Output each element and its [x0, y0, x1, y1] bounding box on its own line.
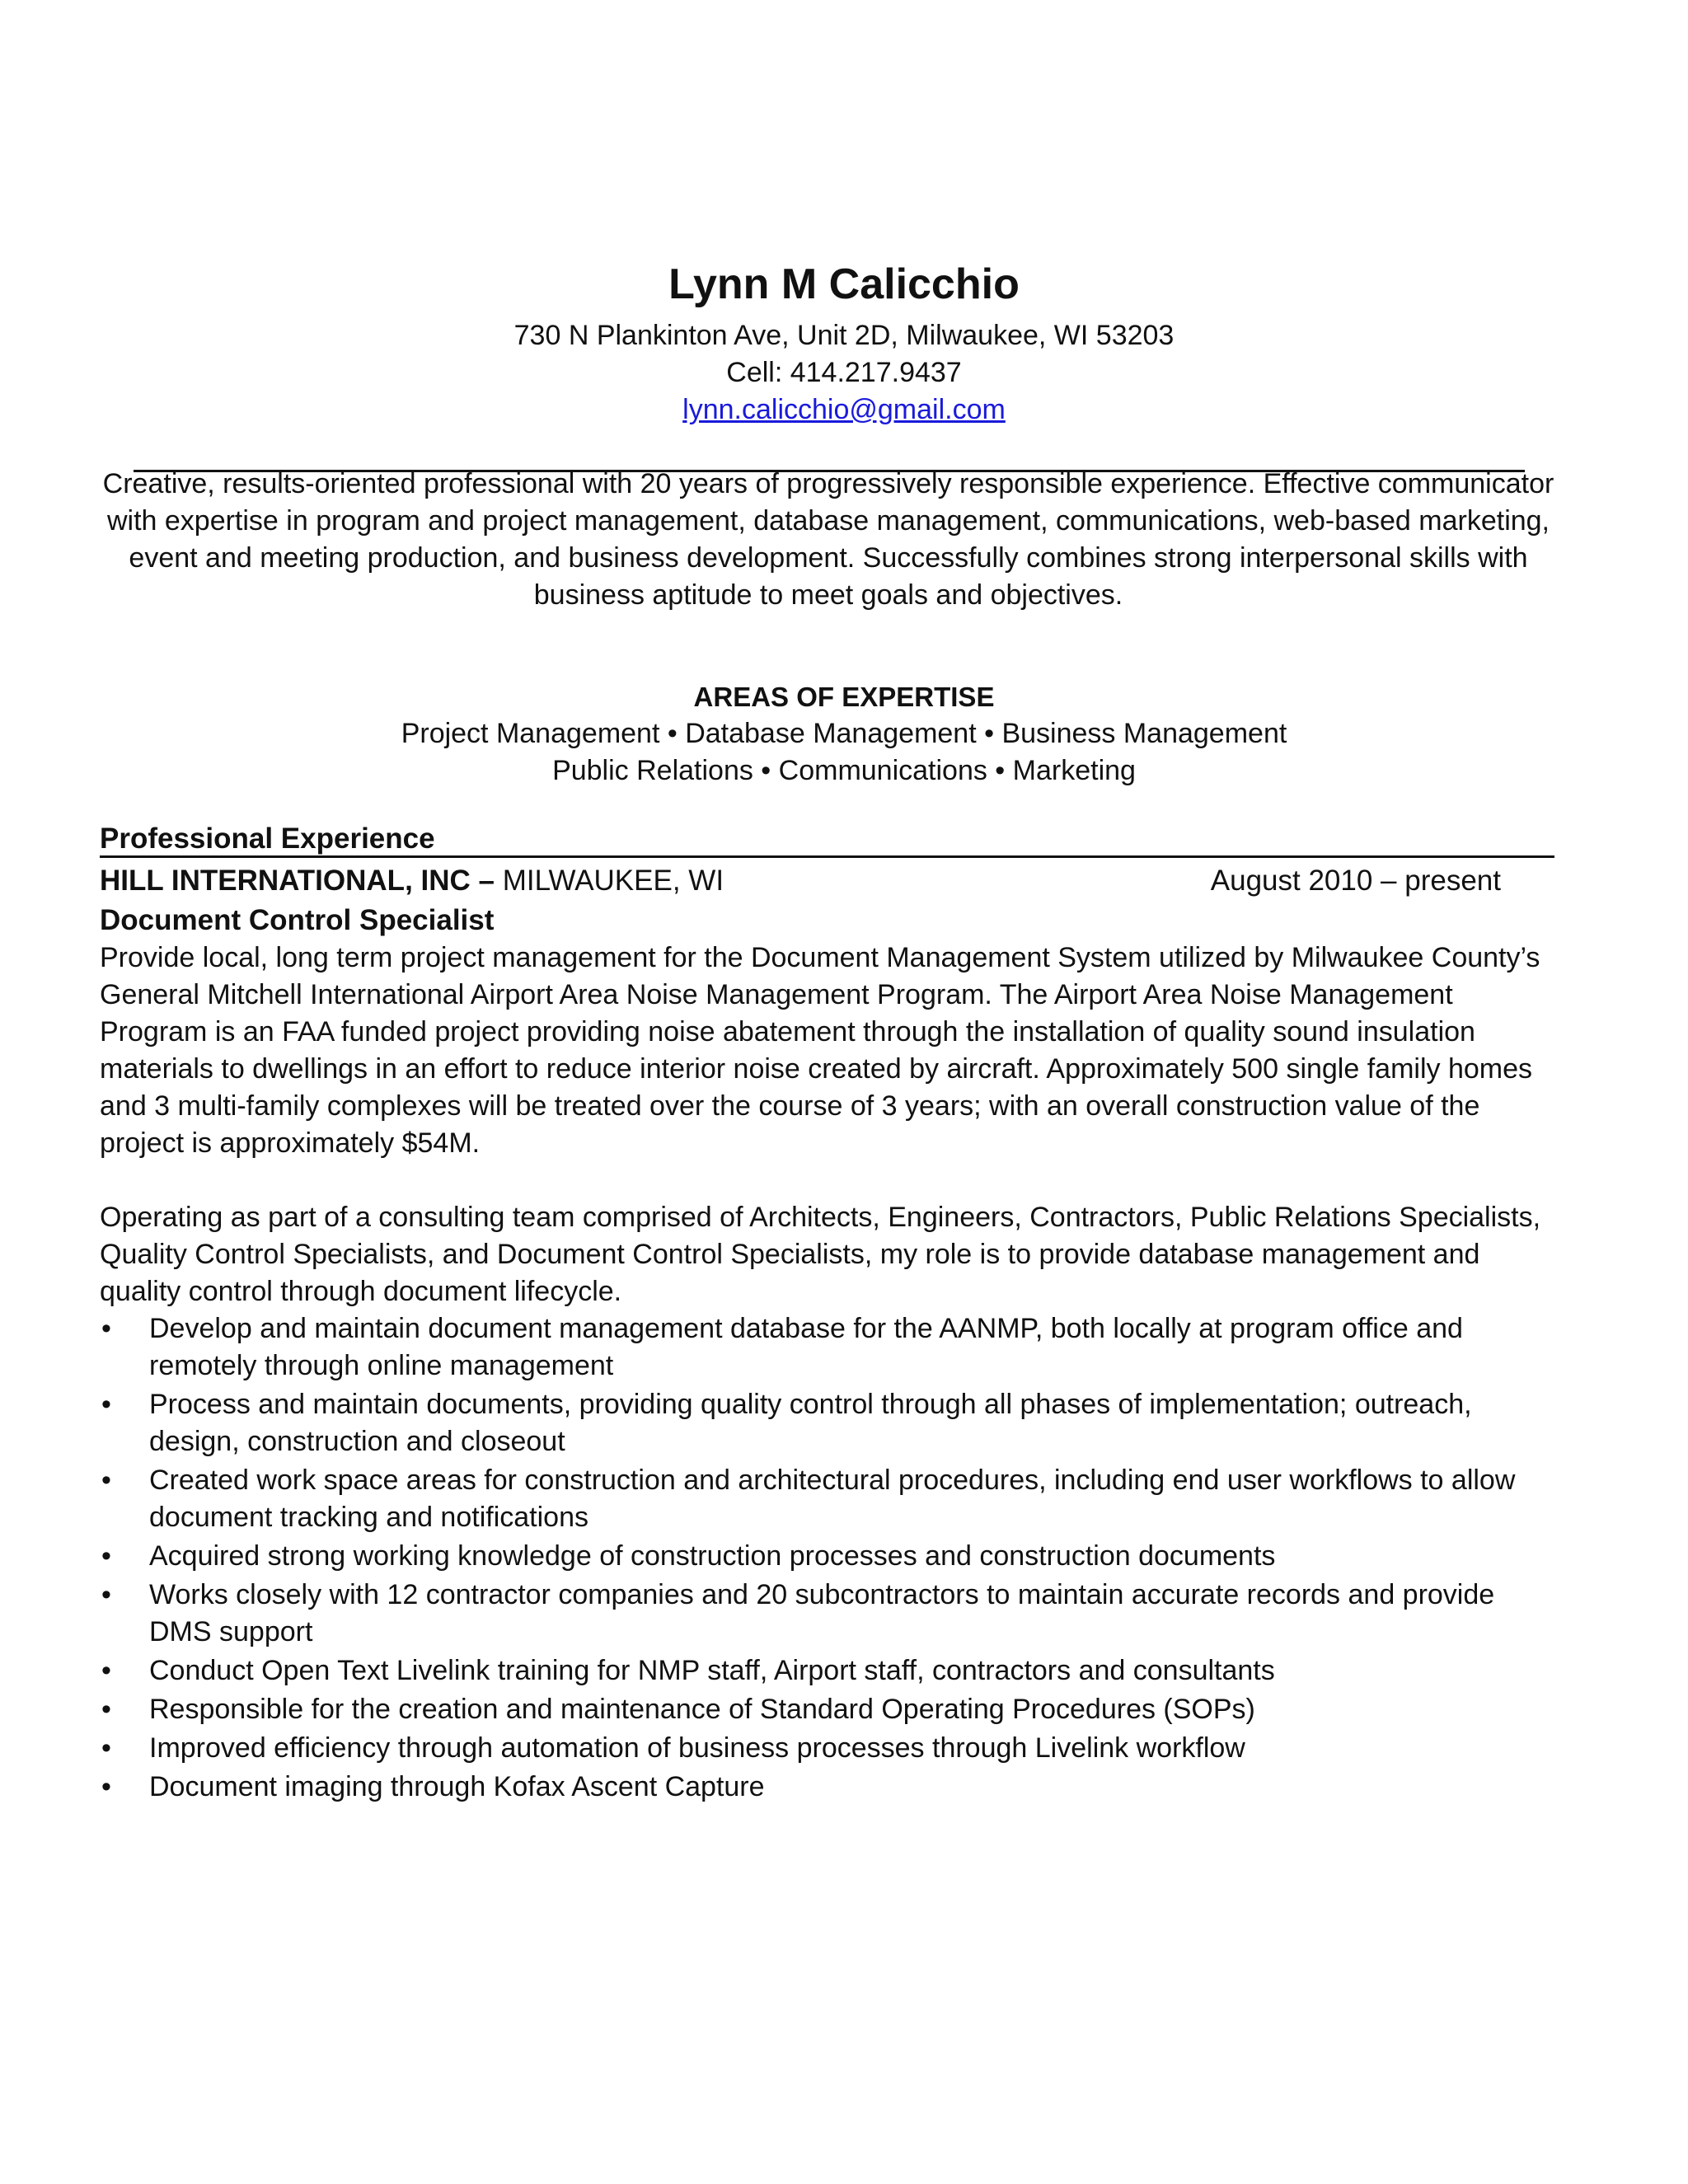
list-item — [100, 1577, 1559, 1651]
list-item — [100, 1730, 1559, 1767]
job-description-paragraph-1: Provide local, long term project management for the Document Management System utilized by Milwaukee County’s General Mitchell International Airport Area Noise Management Program. The Airport Area Noise Management Program is an FAA funded project providing noise abatement through the installation of quality sound insulation materials to dwellings in an effort to reduce interior noise created by aircraft. Approximately 500 single family homes and 3 multi-family complexes will be treated over the course of 3 years; with an overall construction value of the project is approximately $54M. — [100, 942, 1540, 1159]
employer-name: HILL INTERNATIONAL, INC – — [100, 865, 495, 897]
employer-line — [100, 861, 1501, 901]
list-item — [100, 1769, 1559, 1806]
list-item — [100, 1310, 1559, 1385]
expertise-line-1: Project Management • Database Management • Business Management — [401, 718, 1287, 749]
list-item-text: Process and maintain documents, providing quality control through all phases of implementation; outreach, design, construction and closeout — [149, 1389, 1472, 1457]
bullet-icon: • — [101, 1389, 111, 1420]
list-item-text: Develop and maintain document management database for the AANMP, both locally at program office and remotely through online management — [149, 1313, 1463, 1381]
responsibility-list — [100, 1310, 1559, 1807]
list-item-text: Conduct Open Text Livelink training for NMP staff, Airport staff, contractors and consultants — [149, 1655, 1275, 1686]
job-title: Document Control Specialist — [100, 904, 495, 936]
employment-dates: August 2010 – present — [1210, 865, 1501, 897]
list-item-text: Works closely with 12 contractor companies and 20 subcontractors to maintain accurate records and provide DMS support — [149, 1579, 1495, 1647]
expertise-heading: AREAS OF EXPERTISE — [693, 682, 995, 712]
bullet-icon: • — [101, 1579, 111, 1610]
address: 730 N Plankinton Ave, Unit 2D, Milwaukee, WI 53203 — [513, 320, 1175, 351]
list-item — [100, 1652, 1559, 1690]
bullet-icon: • — [101, 1313, 111, 1344]
bullet-icon: • — [101, 1655, 111, 1686]
list-item — [100, 1691, 1559, 1728]
employer-location: MILWAUKEE, WI — [494, 865, 724, 897]
list-item-text: Created work space areas for construction and architectural procedures, including end user workflows to allow document tracking and notifications — [149, 1465, 1516, 1533]
candidate-name: Lynn M Calicchio — [668, 260, 1020, 308]
bullet-icon: • — [101, 1540, 111, 1572]
list-item — [100, 1386, 1559, 1460]
list-item-text: Document imaging through Kofax Ascent Capture — [149, 1771, 765, 1802]
bullet-icon: • — [101, 1694, 111, 1725]
job-description-paragraph-2: Operating as part of a consulting team comprised of Architects, Engineers, Contractors, Public Relations Specialists, Quality Control Specialists, and Document Control Specialists, my role is to provide database management and quality control through document lifecycle. — [100, 1202, 1541, 1307]
list-item-text: Responsible for the creation and maintenance of Standard Operating Procedures (SOPs) — [149, 1694, 1255, 1725]
bullet-icon: • — [101, 1465, 111, 1496]
cell-phone: Cell: 414.217.9437 — [726, 357, 962, 388]
expertise-line-2: Public Relations • Communications • Marketing — [552, 755, 1136, 786]
section-divider — [100, 855, 1554, 858]
summary-paragraph: Creative, results-oriented professional with 20 years of progressively responsible experience. Effective communicator with expertise in program and project management, database management, communications, web-based marketing, event and meeting production, and business development. Successfully combines strong interpersonal skills with business aptitude to meet goals and objectives. — [102, 468, 1554, 611]
email-line — [0, 391, 1688, 429]
bullet-icon: • — [101, 1771, 111, 1802]
list-item — [100, 1538, 1559, 1575]
bullet-icon: • — [101, 1732, 111, 1764]
list-item-text: Improved efficiency through automation of business processes through Livelink workflow — [149, 1732, 1245, 1764]
email-link[interactable]: lynn.calicchio@gmail.com — [682, 394, 1006, 425]
list-item-text: Acquired strong working knowledge of construction processes and construction documents — [149, 1540, 1276, 1572]
section-title-experience: Professional Experience — [100, 823, 435, 855]
list-item — [100, 1462, 1559, 1536]
